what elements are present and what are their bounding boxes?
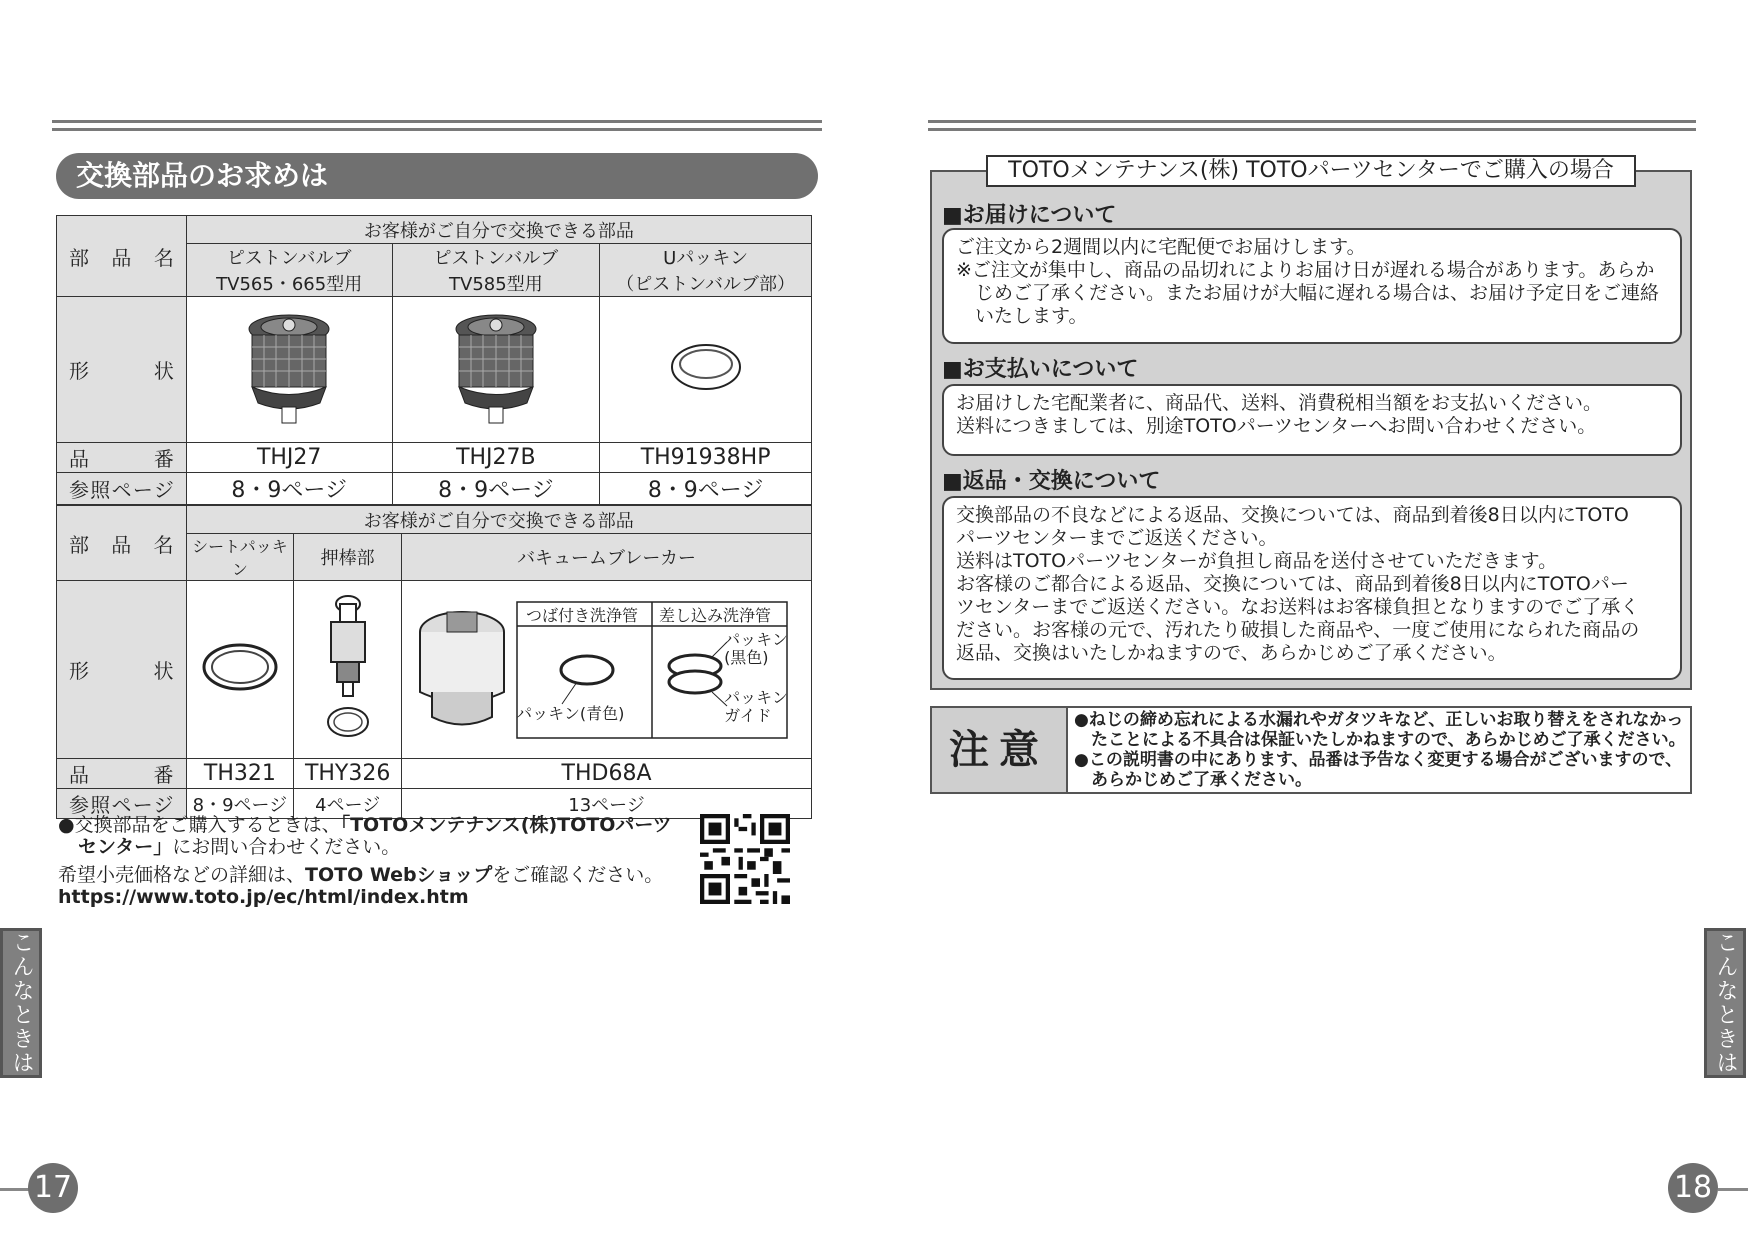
part-code: THJ27 <box>186 443 392 473</box>
col-header: ピストンバルブ TV585型用 <box>392 244 600 297</box>
part-code: TH91938HP <box>600 443 812 473</box>
section-title: 交換部品のお求めは <box>56 153 818 199</box>
push-rod-icon <box>313 592 383 742</box>
u-packing-image <box>600 297 812 443</box>
seat-packing-icon <box>200 637 280 697</box>
side-tab-right: こんなときは <box>1704 928 1746 1078</box>
caution-box <box>930 706 1692 794</box>
parts-table-2 <box>56 505 812 819</box>
ref-label: 参照ページ <box>57 789 187 819</box>
col-header: バキュームブレーカー <box>402 534 812 581</box>
page-number-right: 18 <box>1668 1163 1718 1213</box>
seat-packing-image <box>186 581 294 759</box>
part-name-label: 部 品 名 <box>57 506 187 581</box>
piston-valve-icon <box>451 307 541 427</box>
webshop-url[interactable]: https://www.toto.jp/ec/html/index.htm <box>58 886 469 908</box>
part-code: THY326 <box>294 759 402 789</box>
webshop-note: 希望小売価格などの詳細は、TOTO Webショップをご確認ください。 https://www.toto.jp/ec/html/index.htm <box>58 864 678 908</box>
callout-packing-black: パッキン (黒色) <box>724 630 788 667</box>
ref-page: 4ページ <box>294 789 402 819</box>
page-line-left <box>0 1188 30 1191</box>
top-rule-right-2 <box>928 128 1696 131</box>
ref-page: 8・9ページ <box>186 789 294 819</box>
caution-text: ●ねじの締め忘れによる水漏れやガタツキなど、正しいお取り替えをされなかっ たことによる不具合は保証いたしかねますので、あらかじめご了承ください。 ●この説明書の中にあります、品番は予告なく変更する場合がございますので、 あらかじめご了承ください。 <box>1074 710 1686 790</box>
top-rule-right <box>928 120 1696 123</box>
payment-box: お届けした宅配業者に、商品代、送料、消費税相当額をお支払いください。 送料につきましては、別途TOTOパーツセンターへお問い合わせください。 <box>942 384 1682 456</box>
part-code: THD68A <box>402 759 812 789</box>
panel-title: TOTOメンテナンス(株) TOTOパーツセンターでご購入の場合 <box>986 155 1636 187</box>
side-tab-left: こんなときは <box>0 928 42 1078</box>
ref-page: 8・9ページ <box>600 473 812 505</box>
group-header: お客様がご自分で交換できる部品 <box>186 216 811 244</box>
u-packing-icon <box>666 337 746 397</box>
purchase-note: ●交換部品をご購入するときは、「TOTOメンテナンス(株)TOTOパーツ センター」にお問い合わせください。 <box>58 814 672 858</box>
ref-label: 参照ページ <box>57 473 187 505</box>
qr-code-icon[interactable] <box>700 814 790 904</box>
callout-packing-blue: パッキン(青色) <box>516 704 625 723</box>
delivery-box: ご注文から2週間以内に宅配便でお届けします。 ※ご注文が集中し、商品の品切れによりお届け日が遅れる場合があります。あらか じめご了承ください。またお届けが大幅に遅れる場合は、お届け予定日をご連絡 いたします。 <box>942 228 1682 344</box>
shape-label: 形 状 <box>57 581 187 759</box>
part-code: TH321 <box>186 759 294 789</box>
page-line-right <box>1718 1188 1748 1191</box>
parts-table-1 <box>56 215 812 505</box>
flanged-pipe-label: つば付き洗浄管 <box>526 606 639 625</box>
top-rule-left <box>52 120 822 123</box>
col-header: シートパッキン <box>186 534 294 581</box>
caution-label: 注意 <box>932 708 1068 792</box>
col-header: ピストンバルブ TV565・665型用 <box>186 244 392 297</box>
vacuum-breaker-cell <box>402 581 812 759</box>
piston-valve-icon <box>244 307 334 427</box>
code-label: 品 番 <box>57 759 187 789</box>
page-number-left: 17 <box>28 1163 78 1213</box>
col-header: 押棒部 <box>294 534 402 581</box>
ref-page: 8・9ページ <box>392 473 600 505</box>
ref-page: 8・9ページ <box>186 473 392 505</box>
part-code: THJ27B <box>392 443 600 473</box>
payment-heading: ■お支払いについて <box>942 357 1139 382</box>
delivery-heading: ■お届けについて <box>942 203 1117 228</box>
insert-pipe-label: 差し込み洗浄管 <box>659 606 772 625</box>
return-box: 交換部品の不良などによる返品、交換については、商品到着後8日以内にTOTO パーツセンターまでご返送ください。 送料はTOTOパーツセンターが負担し商品を送付させていただきます。 お客様のご都合による返品、交換については、商品到着後8日以内にTOTOパー ツセンターまでご返送ください。なお送料はお客様負担となりますのでご了承く ださい。お客様の元で、汚れたり破損した商品や、一度ご使用になられた商品の 返品、交換はいたしかねますので、あらかじめご了承ください。 <box>942 496 1682 680</box>
callout-packing-guide: パッキン ガイド <box>724 688 788 725</box>
shape-label: 形 状 <box>57 297 187 443</box>
part-name-label: 部 品 名 <box>57 216 187 297</box>
ref-page: 13ページ <box>402 789 812 819</box>
push-rod-image <box>294 581 402 759</box>
piston-valve-image <box>392 297 600 443</box>
col-header: Uパッキン （ピストンバルブ部） <box>600 244 812 297</box>
top-rule-left-2 <box>52 128 822 131</box>
return-heading: ■返品・交換について <box>942 469 1161 494</box>
code-label: 品 番 <box>57 443 187 473</box>
piston-valve-image <box>186 297 392 443</box>
group-header: お客様がご自分で交換できる部品 <box>186 506 811 534</box>
